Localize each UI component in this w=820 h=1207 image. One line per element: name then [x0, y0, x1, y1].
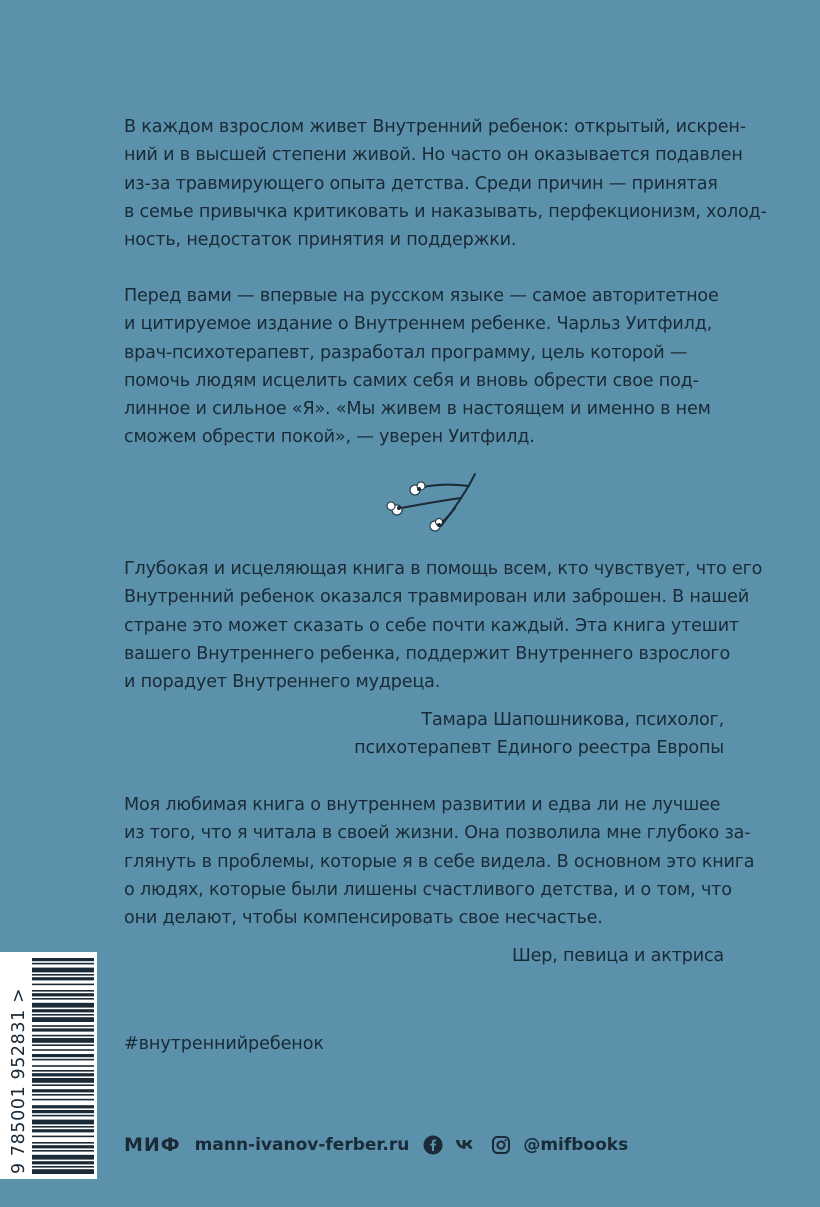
barcode-bar [32, 1136, 94, 1138]
barcode-bar [32, 1110, 94, 1113]
social-handle[interactable]: @mifbooks [523, 1135, 629, 1155]
vk-icon[interactable] [455, 1135, 479, 1155]
instagram-icon[interactable] [491, 1135, 511, 1155]
barcode-bar [32, 1035, 94, 1037]
barcode-bar [32, 1105, 94, 1108]
barcode-bar [32, 1070, 94, 1072]
intro-paragraph: В каждом взрослом живет Внутренний ребенок: открытый, искрен- ний и в высшей степени живой. Но часто он оказывается подавлен из-за травмирующего опыта детства. Среди причин — принятая в семье привычка критиковать и наказывать, перфекционизм, холод- ность, недостаток принятия и поддержки. [124, 117, 767, 251]
hashtag: #внутреннийребенок [124, 1034, 324, 1054]
barcode-bar [32, 1099, 94, 1101]
signature-cher: Шер, певица и актриса [511, 946, 724, 966]
book-description-paragraph: Перед вами — впервые на русском языке — самое авторитетное и цитируемое издание о Внутреннем ребенке. Чарльз Уитфилд, врач-психотерапевт, разработал программу, цель которой — помочь людям исцелить самих себя и вновь обрести свое под- линное и сильное «Я». «Мы живем в настоящем и именно в нем сможем обрести покой», — уверен Уитфилд. [124, 286, 719, 448]
website-link[interactable]: mann-ivanov-ferber.ru [194, 1135, 410, 1155]
barcode-bar [32, 1169, 94, 1174]
footer [124, 1128, 628, 1162]
barcode-bar [32, 1084, 94, 1086]
barcode-bar [32, 1014, 94, 1016]
barcode-bar [32, 1120, 94, 1125]
publisher-logo: МИФ [124, 1134, 181, 1156]
barcode-bar [32, 968, 94, 973]
barcode-bar [32, 977, 94, 980]
barcode-bar [32, 958, 94, 961]
barcode-bar [32, 1044, 94, 1046]
barcode-bar [32, 990, 94, 992]
barcode-bar [32, 1049, 94, 1051]
barcode-bar [32, 998, 94, 1000]
barcode-bar [32, 1161, 94, 1164]
barcode-bar [32, 1129, 94, 1132]
barcode-bar [32, 1065, 94, 1067]
barcode-bar [32, 1150, 94, 1152]
quote-cher: Моя любимая книга о внутреннем развитии и едва ли не лучшее из того, что я читала в своей жизни. Она позволила мне глубоко за- глянуть в проблемы, которые я в себе видела. В основном это книга о людях, которые были лишены счастливого детства, и о том, что они делают, чтобы компенсировать свое несчастье. [124, 795, 755, 929]
barcode-bar [32, 1155, 94, 1160]
barcode-bar [32, 1166, 94, 1168]
barcode-bar [32, 1089, 94, 1092]
barcode-bar [32, 1142, 94, 1144]
svg-text:9 785001 952831 >: 9 785001 952831 > [9, 987, 29, 1174]
signature-shaposhnikova: Тамара Шапошникова, психолог, психотерапевт Единого реестра Европы [354, 710, 724, 759]
barcode-bar [32, 1126, 94, 1128]
barcode-bar [32, 1115, 94, 1117]
barcode-bar [32, 1094, 94, 1096]
barcode-bar [32, 1025, 94, 1027]
barcode-bar [32, 1059, 94, 1061]
barcode-bar [32, 1017, 94, 1022]
barcode-bar [32, 984, 94, 986]
barcode-bar [32, 1009, 94, 1012]
quote-shaposhnikova: Глубокая и исцеляющая книга в помощь всем, кто чувствует, что его Внутренний ребенок оказался травмирован или заброшен. В нашей стране это может сказать о себе почти каждый. Эта книга утешит вашего Внутреннего ребенка, поддержит Внутреннего взрослого и порадует Внутреннего мудреца. [124, 559, 763, 693]
facebook-icon[interactable] [423, 1135, 443, 1155]
flower-sprig-icon [375, 470, 480, 540]
barcode-bar [32, 1078, 94, 1083]
barcode-bar [32, 974, 94, 976]
barcode-bar [32, 1038, 94, 1043]
barcode-bar [32, 1003, 94, 1008]
barcode-bar [32, 993, 94, 996]
barcode-bar [32, 1073, 94, 1076]
barcode-bar [32, 963, 94, 965]
barcode-bar [32, 1054, 94, 1057]
barcode-bar [32, 1028, 94, 1031]
barcode-digits [4, 952, 34, 1179]
barcode-bar [32, 1145, 94, 1148]
